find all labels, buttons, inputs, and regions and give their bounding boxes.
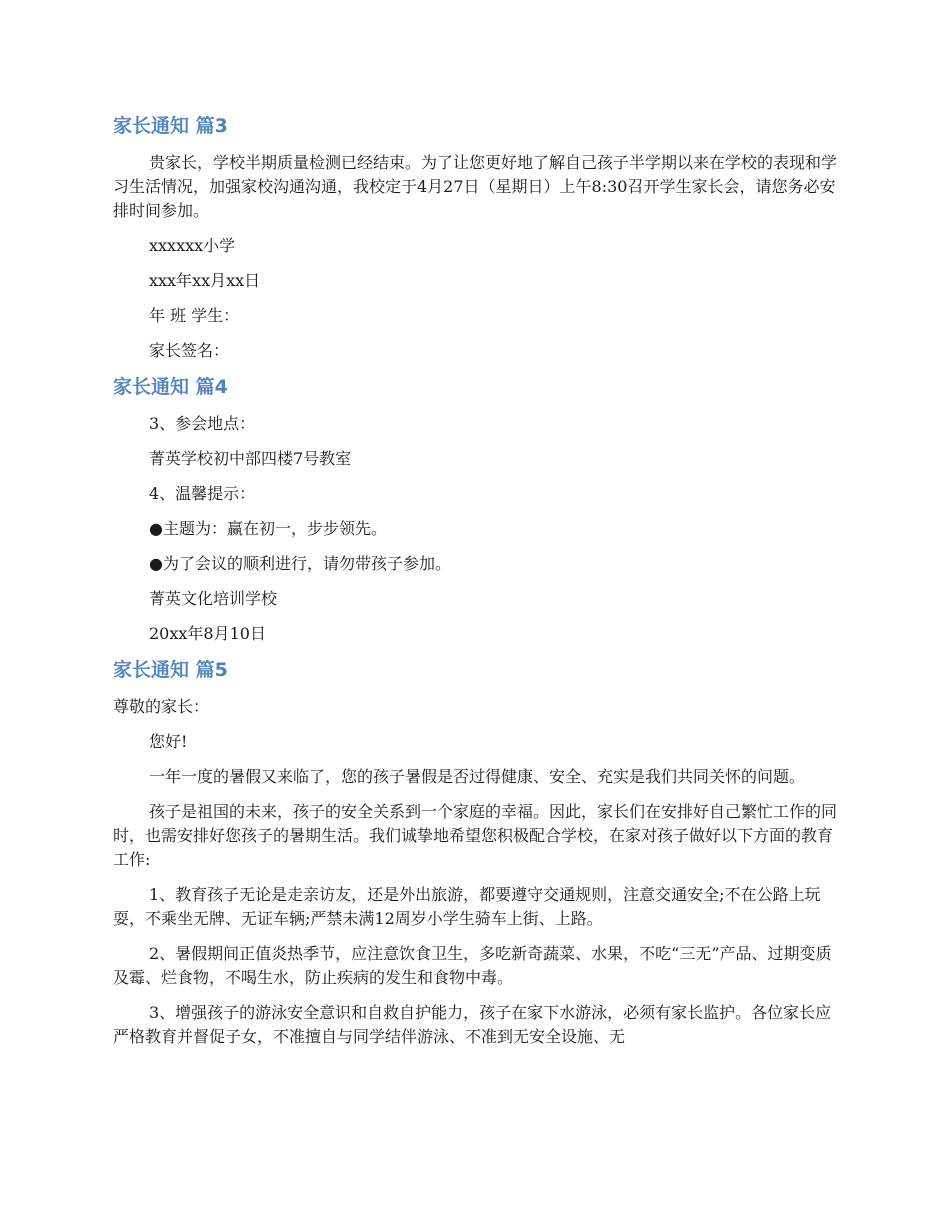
paragraph: 一年一度的暑假又来临了，您的孩子暑假是否过得健康、安全、充实是我们共同关怀的问题。	[149, 767, 806, 786]
bullet-item: ●为了会议的顺利进行，请勿带孩子参加。	[149, 554, 451, 573]
organizer-name: 菁英文化培训学校	[149, 589, 278, 608]
paragraph: 菁英学校初中部四楼7号教室	[149, 449, 352, 468]
date-line: xxx年xx月xx日	[149, 271, 261, 290]
student-line: 年 班 学生：	[149, 306, 240, 325]
document-body	[113, 113, 840, 1060]
signature-line: 家长签名：	[149, 341, 230, 360]
section-title: 家长通知 篇5	[113, 659, 228, 681]
school-name: xxxxxx小学	[149, 236, 236, 255]
paragraph: 您好!	[149, 732, 188, 751]
greeting: 尊敬的家长：	[113, 697, 210, 716]
paragraph: 1、教育孩子无论是走亲访友，还是外出旅游，都要遵守交通规则，注意交通安全;不在公路上玩耍，不乘坐无牌、无证车辆;严禁未满12周岁小学生骑车上街、上路。	[113, 885, 821, 928]
paragraph: 贵家长，学校半期质量检测已经结束。为了让您更好地了解自己孩子半学期以来在学校的表现和学习生活情况，加强家校沟通沟通，我校定于4月27日（星期日）上午8:30召开学生家长会，请您务必安排时间参加。	[113, 153, 838, 220]
paragraph: 3、增强孩子的游泳安全意识和自救自护能力，孩子在家下水游泳，必须有家长监护。各位家长应严格教育并督促子女，不准擅自与同学结伴游泳、不准到无安全设施、无	[113, 1003, 832, 1046]
paragraph: 4、温馨提示：	[149, 484, 256, 503]
section-title: 家长通知 篇3	[113, 115, 228, 137]
paragraph: 3、参会地点：	[149, 414, 256, 433]
section-5	[113, 657, 840, 1049]
paragraph: 孩子是祖国的未来，孩子的安全关系到一个家庭的幸福。因此，家长们在安排好自己繁忙工作的同时，也需安排好您孩子的暑期生活。我们诚挚地希望您积极配合学校，在家对孩子做好以下方面的教育工作:	[113, 802, 838, 869]
paragraph: 2、暑假期间正值炎热季节，应注意饮食卫生，多吃新奇蔬菜、水果，不吃“三无”产品、过期变质及霉、烂食物，不喝生水，防止疾病的发生和食物中毒。	[113, 944, 832, 987]
section-4	[113, 374, 840, 646]
section-3	[113, 113, 840, 363]
bullet-item: ●主题为：赢在初一，步步领先。	[149, 519, 387, 538]
date-line: 20xx年8月10日	[149, 624, 266, 643]
section-title: 家长通知 篇4	[113, 376, 228, 398]
